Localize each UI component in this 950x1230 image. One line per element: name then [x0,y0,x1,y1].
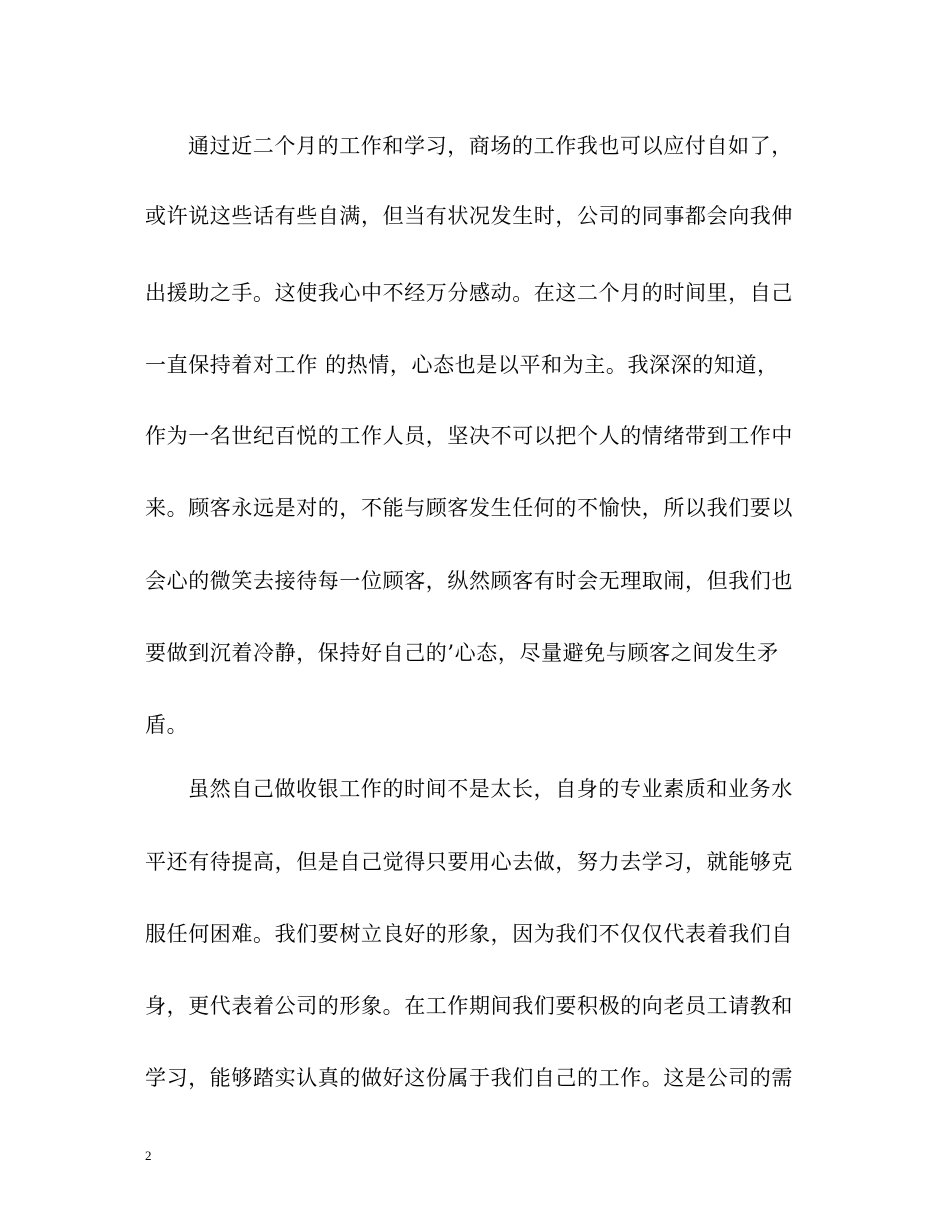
page-number: 2 [145,1148,152,1163]
paragraph-1-line-1: 通过近二个月的工作和学习，商场的工作我也可以应付自如了， [188,134,793,158]
paragraph-1-line-9: 盾。 [145,713,189,737]
paragraph-1-line-7: 会心的微笑去接待每一位顾客，纵然顾客有时会无理取闹，但我们也 [145,569,793,593]
paragraph-1-line-6: 来。顾客永远是对的，不能与顾客发生任何的不愉快，所以我们要以 [145,496,793,520]
paragraph-2-line-3: 服任何困难。我们要树立良好的形象，因为我们不仅仅代表着我们自 [145,922,793,946]
paragraph-2-line-1: 虽然自己做收银工作的时间不是太长，自身的专业素质和业务水 [188,777,793,801]
paragraph-2-line-5: 学习，能够踏实认真的做好这份属于我们自己的工作。这是公司的需 [145,1066,793,1090]
paragraph-2-line-2: 平还有待提高，但是自己觉得只要用心去做，努力去学习，就能够克 [145,850,793,874]
paragraph-1-line-5: 作为一名世纪百悦的工作人员，坚决不可以把个人的情绪带到工作中 [145,424,793,448]
paragraph-1-line-4: 一直保持着对工作 的热情，心态也是以平和为主。我深深的知道， [145,353,779,377]
paragraph-2-line-4: 身，更代表着公司的形象。在工作期间我们要积极的向老员工请教和 [145,994,793,1018]
paragraph-1-line-8: 要做到沉着冷静，保持好自己的’心态，尽量避免与顾客之间发生矛 [145,641,779,665]
paragraph-1-line-3: 出援助之手。这使我心中不经万分感动。在这二个月的时间里，自己 [145,281,793,305]
paragraph-1-line-2: 或许说这些话有些自满，但当有状况发生时，公司的同事都会向我伸 [145,204,793,228]
